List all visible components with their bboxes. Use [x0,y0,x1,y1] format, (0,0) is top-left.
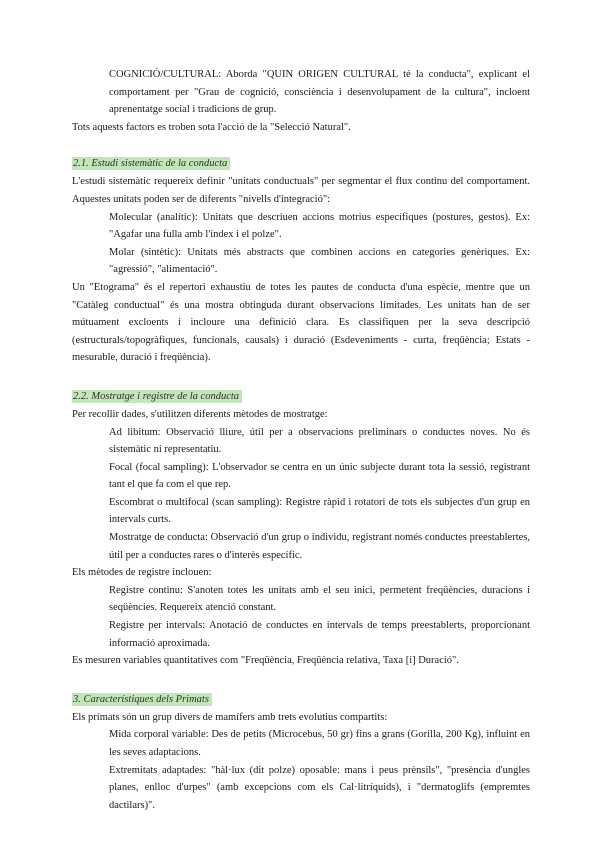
limbs-item: Extremitats adaptades: "hàl·lux (dit polze) oposable: mans i peus prènsils", "presència d'ungles planes, enlloc d'urpes" (amb excepcions com els Cal·litríquids), i "dermatoglifs (empremtes dactilars)". [109,764,530,811]
scan-sampling-item: Escombrat o multifocal (scan sampling): Registre ràpid i rotatori de tots els subjectes d'un grup en intervals curts. [109,496,530,526]
behaviour-sampling-item: Mostratge de conducta: Observació d'un grup o individu, registrant només conductes preestablertes, útil per a conductes rares o d'interès específic. [109,532,530,561]
focal-item: Focal (focal sampling): L'observador se centra en un únic subjecte durant tota la sessió, registrant tant el que fa com el que rep. [109,461,530,491]
molar-item: Molar (sintètic): Unitats més abstracts que combinen accions en categories genèriques. Ex: "agressió", "alimentació". [109,246,530,276]
section-heading-2-1 [72,156,530,171]
section-heading-3 [72,692,530,707]
ethogram-paragraph: Un "Etograma" és el repertori exhaustiu de totes les pautes de conducta d'una espècie, mentre que un "Catàleg conductual" és una mostra obtinguda durant observacions limitades. Les unitats han de ser mútuament excloents i incloure una definició clara. Es classifiquen per la seva descripció (estructurals/topogràfiques, funcionals, causals) i duració (Esdeveniments - curta, freqüència; Estats - mesurable, duració i freqüència). [72,281,530,364]
molecular-item: Molecular (analític): Unitats que descriuen accions motrius específiques (postures, gestos). Ex: "Agafar una fulla amb l'índex i el polze". [109,211,530,241]
section-heading-2-2 [72,389,530,404]
units-intro-paragraph: L'estudi sistemàtic requereix definir "unitats conductuals" per segmentar el flux continu del comportament. Aquestes unitats poden ser de diferents "nivells d'integració": [72,176,530,205]
primates-intro-paragraph: Els primats són un grup divers de mamífers amb trets evolutius compartits: [72,711,388,723]
interval-registration-item: Registre per intervals: Anotació de conductes en intervals de temps preestablerts, proporcionant informació aproximada. [109,620,530,649]
variables-paragraph: Es mesuren variables quantitatives com "Freqüència, Freqüència relativa, Taxa [i] Duració". [72,655,459,667]
section-heading-3-text: 3. Característiques dels Primats [72,693,212,706]
body-size-item: Mida corporal variable: Des de petits (Microcebus, 50 gr) fins a grans (Gorilla, 200 Kg), influint en les seves adaptacions. [109,729,530,758]
ad-libitum-item: Ad libitum: Observació lliure, útil per a observacions preliminars o conductes noves. No és sistemàtic ni representatiu. [109,426,530,456]
natural-selection-summary: Tots aquests factors es troben sota l'acció de la "Selecció Natural". [72,121,351,133]
cognitive-item-paragraph: COGNICIÓ/CULTURAL: Aborda "QUIN ORIGEN CULTURAL té la conducta", explicant el comportament per "Grau de cognició, consciència i desenvolupament de la cultura", incloent aprenentatge social i tradicions de grup. [109,69,530,116]
sampling-intro-paragraph: Per recollir dades, s'utilitzen diferents mètodes de mostratge: [72,408,328,420]
section-heading-2-1-text: 2.1. Estudi sistemàtic de la conducta [72,157,230,170]
registration-intro-paragraph: Els mètodes de registre inclouen: [72,567,212,579]
section-heading-2-2-text: 2.2. Mostratge i registre de la conducta [72,390,242,403]
continuous-registration-item: Registre continu: S'anoten totes les unitats amb el seu inici, permetent freqüències, duracions i seqüències. Requereix atenció constant. [109,584,530,614]
